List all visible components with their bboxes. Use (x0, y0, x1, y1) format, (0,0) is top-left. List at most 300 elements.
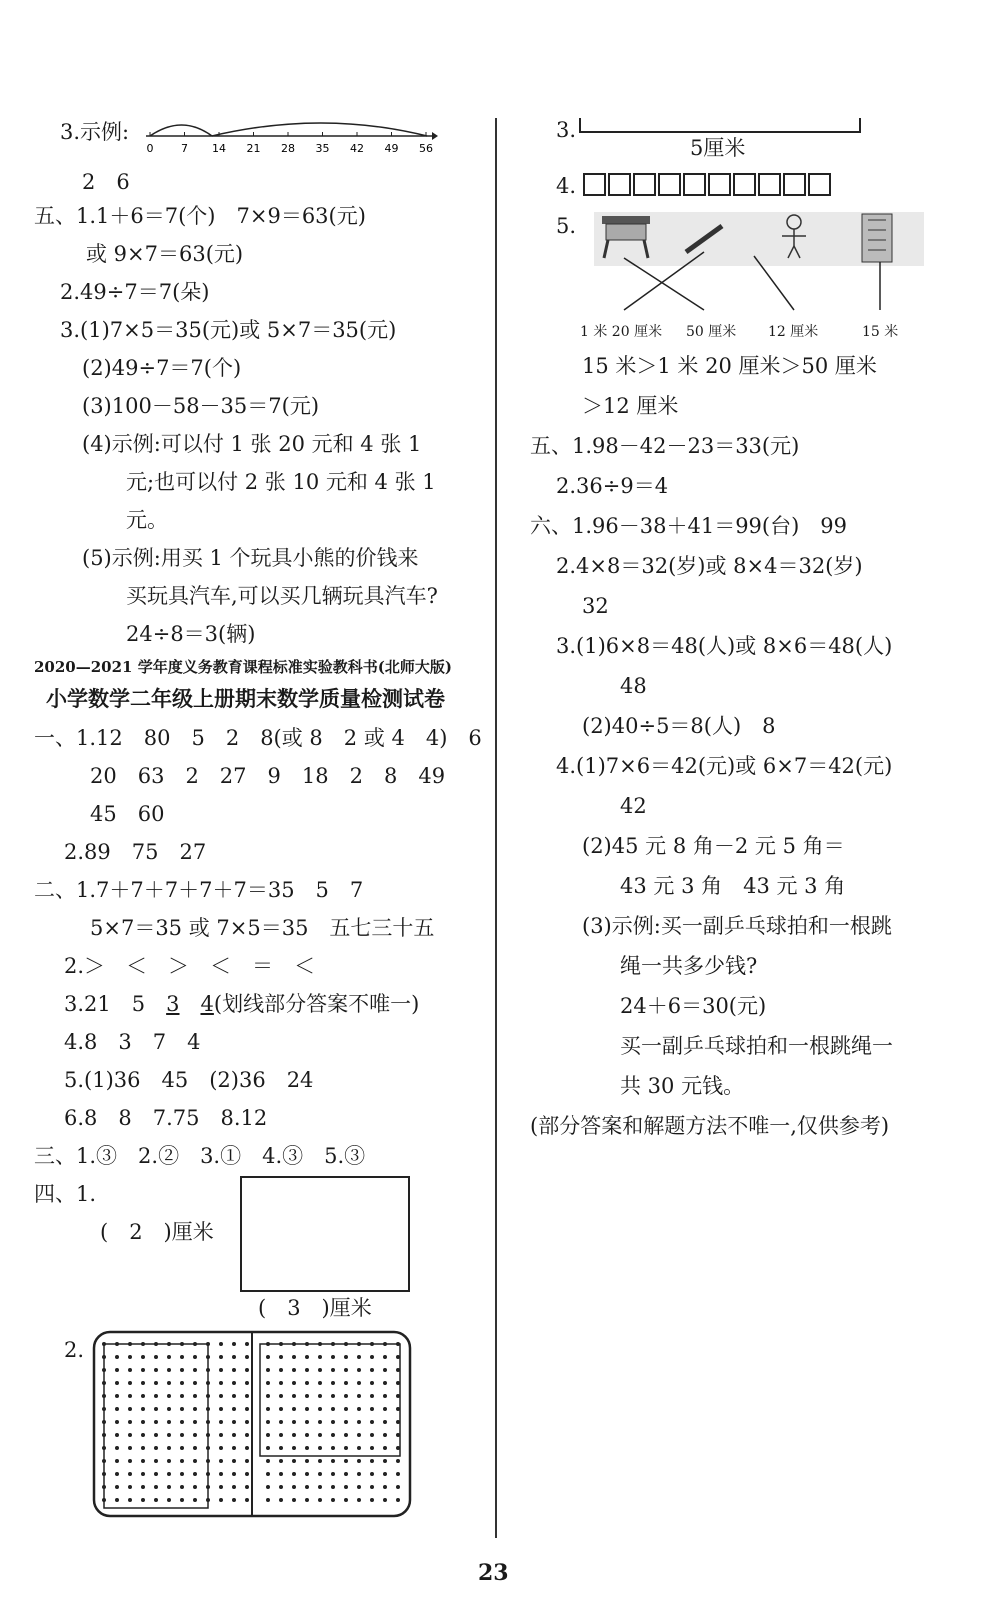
grid-dot (154, 1355, 158, 1359)
grid-dot (141, 1407, 145, 1411)
grid-dot (193, 1420, 197, 1424)
grid-dot (128, 1407, 132, 1411)
grid-dot (167, 1368, 171, 1372)
grid-dot (154, 1472, 158, 1476)
text-line: 24÷8＝3(辆) (126, 622, 256, 646)
grid-dot (167, 1485, 171, 1489)
grid-dot (154, 1498, 158, 1502)
number-line-label: 42 (350, 142, 364, 155)
grid-dot (383, 1420, 387, 1424)
text-line: (2)45 元 8 角－2 元 5 角＝ (582, 834, 845, 858)
grid-dot (128, 1446, 132, 1450)
grid-dot (180, 1498, 184, 1502)
grid-dot (331, 1498, 335, 1502)
text-span: 3.21 5 (64, 992, 167, 1016)
text-line: 二、1.7＋7＋7＋7＋7＝35 5 7 (34, 878, 364, 902)
text-line: 15 米＞1 米 20 厘米＞50 厘米 (582, 354, 877, 378)
square-box (583, 173, 606, 196)
grid-dot (383, 1368, 387, 1372)
grid-dot (318, 1498, 322, 1502)
grid-dot (245, 1368, 249, 1372)
match-label: 1 米 20 厘米 (580, 324, 663, 340)
text-line: 48 (620, 674, 647, 698)
grid-dot (232, 1485, 236, 1489)
grid-dot (318, 1420, 322, 1424)
grid-dot (128, 1381, 132, 1385)
text-line: 20 63 2 27 9 18 2 8 49 (90, 764, 446, 788)
grid-dot (305, 1394, 309, 1398)
grid-dot (318, 1355, 322, 1359)
grid-dot (232, 1368, 236, 1372)
grid-dot (344, 1446, 348, 1450)
text-line: 6.8 8 7.75 8.12 (64, 1106, 268, 1130)
text-line: 五、1.1＋6＝7(个) 7×9＝63(元) (34, 204, 366, 228)
text-line: (4)示例:可以付 1 张 20 元和 4 张 1 (82, 432, 422, 456)
grid-dot (128, 1498, 132, 1502)
grid-dot (383, 1472, 387, 1476)
grid-dot (266, 1394, 270, 1398)
grid-dot (232, 1459, 236, 1463)
grid-dot (193, 1472, 197, 1476)
number-line-label: 35 (315, 142, 330, 155)
grid-dot (370, 1433, 374, 1437)
grid-dot (219, 1498, 223, 1502)
grid-dot (141, 1446, 145, 1450)
grid-dot (245, 1420, 249, 1424)
grid-dot (305, 1368, 309, 1372)
text-line: (2)49÷7＝7(个) (82, 356, 242, 380)
text-line: 43 元 3 角 43 元 3 角 (620, 874, 846, 898)
grid-dot (357, 1472, 361, 1476)
line-segment-figure (578, 116, 868, 136)
grid-dot (141, 1472, 145, 1476)
grid-dot (318, 1459, 322, 1463)
grid-dot (305, 1407, 309, 1411)
text-span: (划线部分答案不唯一) (213, 992, 420, 1016)
grid-dot (279, 1498, 283, 1502)
grid-dot (266, 1355, 270, 1359)
square-row (583, 174, 833, 198)
text-line (556, 172, 833, 200)
grid-dot (344, 1485, 348, 1489)
grid-dot (357, 1446, 361, 1450)
grid-dot (167, 1446, 171, 1450)
grid-dot (167, 1355, 171, 1359)
grid-dot (141, 1459, 145, 1463)
grid-dot (115, 1433, 119, 1437)
grid-dot (266, 1407, 270, 1411)
match-label: 50 厘米 (686, 324, 737, 340)
grid-dot (305, 1459, 309, 1463)
text-line: 45 60 (90, 802, 165, 826)
text-line: 2.＞ ＜ ＞ ＜ ＝ ＜ (64, 954, 316, 978)
text-line: 5×7＝35 或 7×5＝35 五七三十五 (90, 916, 435, 940)
grid-dot (331, 1420, 335, 1424)
grid-dot (219, 1394, 223, 1398)
grid-dot (344, 1433, 348, 1437)
grid-dot (128, 1472, 132, 1476)
grid-dot (219, 1355, 223, 1359)
grid-dot (245, 1433, 249, 1437)
grid-dot (266, 1420, 270, 1424)
grid-dot (305, 1355, 309, 1359)
grid-dot (154, 1485, 158, 1489)
grid-dot (219, 1485, 223, 1489)
grid-dot (115, 1459, 119, 1463)
grid-dot (357, 1420, 361, 1424)
grid-dot (318, 1407, 322, 1411)
grid-dot (193, 1381, 197, 1385)
grid-dot (115, 1355, 119, 1359)
grid-dot (232, 1342, 236, 1346)
text-span: 4. (556, 174, 577, 198)
number-line-label: 0 (146, 142, 154, 155)
grid-dot (141, 1355, 145, 1359)
text-line: 或 9×7＝63(元) (86, 242, 244, 266)
grid-dot (245, 1498, 249, 1502)
grid-dot (115, 1472, 119, 1476)
column-divider (495, 118, 497, 1538)
grid-dot (245, 1472, 249, 1476)
grid-dot (344, 1407, 348, 1411)
grid-dot (370, 1381, 374, 1385)
grid-dot (180, 1394, 184, 1398)
grid-dot (266, 1381, 270, 1385)
number-line-label: 56 (419, 142, 433, 155)
text-line: 2. (64, 1338, 85, 1362)
grid-dot (279, 1472, 283, 1476)
grid-dot (396, 1485, 400, 1489)
dot-grid-figure (92, 1330, 412, 1518)
number-line-label: 14 (212, 142, 226, 155)
grid-dot (279, 1368, 283, 1372)
grid-dot (370, 1394, 374, 1398)
grid-dot (305, 1446, 309, 1450)
grid-dot (370, 1407, 374, 1411)
grid-dot (180, 1472, 184, 1476)
text-line: 买一副乒乓球拍和一根跳绳一 (620, 1034, 893, 1058)
grid-dot (232, 1394, 236, 1398)
square-box (758, 173, 781, 196)
text-line: 24＋6＝30(元) (620, 994, 767, 1018)
grid-dot (219, 1368, 223, 1372)
grid-dot (279, 1433, 283, 1437)
text-line: 4.(1)7×6＝42(元)或 6×7＝42(元) (556, 754, 893, 778)
number-line-label: 28 (281, 142, 295, 155)
grid-dot (331, 1459, 335, 1463)
grid-dot (357, 1433, 361, 1437)
grid-dot (344, 1381, 348, 1385)
grid-dot (370, 1472, 374, 1476)
grid-dot (245, 1355, 249, 1359)
text-line: (3)示例:买一副乒乓球拍和一根跳 (582, 914, 892, 938)
grid-dot (370, 1446, 374, 1450)
grid-dot (305, 1485, 309, 1489)
text-line: 2 6 (82, 170, 130, 194)
grid-dot (115, 1394, 119, 1398)
text-line: 3. (556, 118, 577, 142)
grid-dot (292, 1394, 296, 1398)
text-line: 2.36÷9＝4 (556, 474, 669, 498)
grid-dot (180, 1433, 184, 1437)
grid-dot (232, 1433, 236, 1437)
grid-dot (357, 1355, 361, 1359)
grid-dot (266, 1433, 270, 1437)
grid-dot (141, 1394, 145, 1398)
grid-dot (167, 1472, 171, 1476)
exam-header: 2020—2021 学年度义务教育课程标准实验教科书(北师大版) (34, 658, 452, 676)
grid-dot (331, 1407, 335, 1411)
grid-dot (180, 1381, 184, 1385)
grid-dot (279, 1355, 283, 1359)
grid-dot (357, 1459, 361, 1463)
grid-dot (115, 1368, 119, 1372)
grid-dot (245, 1381, 249, 1385)
grid-dot (331, 1472, 335, 1476)
text-line: 5.(1)36 45 (2)36 24 (64, 1068, 314, 1092)
grid-dot (344, 1368, 348, 1372)
exam-title: 小学数学二年级上册期末数学质量检测试卷 (46, 686, 445, 711)
grid-dot (154, 1420, 158, 1424)
text-line: (5)示例:用买 1 个玩具小熊的价钱来 (82, 546, 419, 570)
grid-dot (318, 1368, 322, 1372)
grid-dot (180, 1485, 184, 1489)
grid-dot (180, 1459, 184, 1463)
grid-dot (292, 1459, 296, 1463)
grid-dot (167, 1394, 171, 1398)
grid-dot (383, 1407, 387, 1411)
grid-dot (357, 1407, 361, 1411)
number-line (142, 114, 442, 156)
rectangle-figure (240, 1176, 410, 1292)
text-line: 3.(1)6×8＝48(人)或 8×6＝48(人) (556, 634, 893, 658)
grid-dot (167, 1407, 171, 1411)
grid-dot (331, 1381, 335, 1385)
grid-dot (383, 1394, 387, 1398)
grid-dot (193, 1433, 197, 1437)
grid-dot (331, 1368, 335, 1372)
grid-dot (318, 1433, 322, 1437)
grid-dot (279, 1394, 283, 1398)
grid-dot (279, 1459, 283, 1463)
grid-dot (292, 1407, 296, 1411)
grid-dot (219, 1342, 223, 1346)
grid-dot (370, 1420, 374, 1424)
grid-dot (141, 1381, 145, 1385)
grid-dot (219, 1407, 223, 1411)
grid-dot (154, 1368, 158, 1372)
grid-dot (245, 1407, 249, 1411)
grid-dot (305, 1433, 309, 1437)
grid-dot (292, 1355, 296, 1359)
number-line-label: 49 (384, 142, 399, 155)
text-line: 一、1.12 80 5 2 8(或 8 2 或 4 4) 6 (34, 726, 482, 750)
grid-dot (128, 1485, 132, 1489)
match-label: 12 厘米 (768, 324, 819, 340)
grid-dot (219, 1446, 223, 1450)
text-line: ( 3 )厘米 (258, 1296, 372, 1320)
grid-dot (141, 1433, 145, 1437)
grid-dot (219, 1472, 223, 1476)
grid-dot (193, 1355, 197, 1359)
grid-dot (305, 1472, 309, 1476)
grid-dot (357, 1381, 361, 1385)
grid-dot (167, 1433, 171, 1437)
grid-dot (193, 1394, 197, 1398)
grid-dot (180, 1407, 184, 1411)
square-box (783, 173, 806, 196)
grid-dot (266, 1472, 270, 1476)
grid-dot (383, 1355, 387, 1359)
grid-dot (154, 1407, 158, 1411)
grid-dot (331, 1394, 335, 1398)
grid-dot (193, 1446, 197, 1450)
text-line: 买玩具汽车,可以买几辆玩具汽车? (126, 584, 438, 608)
square-box (633, 173, 656, 196)
grid-dot (245, 1446, 249, 1450)
grid-dot (141, 1368, 145, 1372)
text-line: 元。 (126, 508, 168, 532)
grid-dot (180, 1420, 184, 1424)
grid-dot (331, 1355, 335, 1359)
grid-dot (292, 1498, 296, 1502)
text-line: 3.示例: (60, 120, 130, 144)
grid-dot (383, 1498, 387, 1502)
grid-dot (292, 1472, 296, 1476)
grid-dot (115, 1498, 119, 1502)
grid-dot (219, 1381, 223, 1385)
grid-dot (305, 1498, 309, 1502)
grid-dot (266, 1446, 270, 1450)
grid-dot (245, 1459, 249, 1463)
grid-dot (232, 1498, 236, 1502)
text-line: 42 (620, 794, 647, 818)
grid-dot (370, 1498, 374, 1502)
grid-dot (193, 1368, 197, 1372)
grid-dot (141, 1498, 145, 1502)
grid-dot (180, 1368, 184, 1372)
text-line: 5厘米 (690, 136, 746, 160)
grid-dot (396, 1498, 400, 1502)
underlined-answer: 4 (200, 992, 214, 1016)
grid-dot (331, 1446, 335, 1450)
grid-dot (357, 1394, 361, 1398)
grid-dot (245, 1394, 249, 1398)
grid-dot (266, 1485, 270, 1489)
grid-dot (167, 1498, 171, 1502)
grid-dot (154, 1394, 158, 1398)
square-box (808, 173, 831, 196)
grid-dot (167, 1459, 171, 1463)
grid-dot (292, 1381, 296, 1385)
grid-dot (383, 1485, 387, 1489)
grid-dot (167, 1420, 171, 1424)
grid-dot (141, 1485, 145, 1489)
text-line: 2.49÷7＝7(朵) (60, 280, 210, 304)
grid-dot (245, 1485, 249, 1489)
grid-dot (193, 1485, 197, 1489)
grid-dot (266, 1368, 270, 1372)
text-line: 4.8 3 7 4 (64, 1030, 201, 1054)
grid-dot (232, 1355, 236, 1359)
grid-dot (266, 1498, 270, 1502)
grid-dot (128, 1394, 132, 1398)
square-box (733, 173, 756, 196)
grid-dot (219, 1420, 223, 1424)
grid-dot (318, 1485, 322, 1489)
square-box (608, 173, 631, 196)
grid-dot (128, 1433, 132, 1437)
grid-dot (305, 1381, 309, 1385)
grid-dot (154, 1433, 158, 1437)
grid-dot (154, 1459, 158, 1463)
grid-dot (357, 1485, 361, 1489)
number-line-label: 21 (246, 142, 261, 155)
grid-dot (292, 1485, 296, 1489)
grid-dot (128, 1368, 132, 1372)
grid-dot (318, 1446, 322, 1450)
grid-dot (357, 1498, 361, 1502)
grid-dot (232, 1472, 236, 1476)
grid-dot (128, 1355, 132, 1359)
text-line: 元;也可以付 2 张 10 元和 4 张 1 (126, 470, 436, 494)
text-line: 3.(1)7×5＝35(元)或 5×7＝35(元) (60, 318, 397, 342)
grid-dot (232, 1446, 236, 1450)
grid-dot (344, 1394, 348, 1398)
text-line: (2)40÷5＝8(人) 8 (582, 714, 776, 738)
text-line: 六、1.96－38＋41＝99(台) 99 (530, 514, 848, 538)
grid-dot (344, 1472, 348, 1476)
grid-dot (128, 1459, 132, 1463)
text-line: (3)100－58－35＝7(元) (82, 394, 320, 418)
text-line: 5. (556, 214, 577, 238)
grid-dot (115, 1407, 119, 1411)
grid-dot (193, 1498, 197, 1502)
text-line: 绳一共多少钱? (620, 954, 758, 978)
grid-dot (115, 1381, 119, 1385)
underlined-answer: 3 (166, 992, 180, 1016)
grid-dot (383, 1381, 387, 1385)
text-line: 共 30 元钱。 (620, 1074, 745, 1098)
grid-dot (318, 1394, 322, 1398)
grid-dot (396, 1459, 400, 1463)
grid-dot (344, 1355, 348, 1359)
grid-dot (279, 1381, 283, 1385)
grid-dot (180, 1355, 184, 1359)
grid-dot (383, 1459, 387, 1463)
grid-dot (383, 1433, 387, 1437)
grid-dot (318, 1381, 322, 1385)
grid-dot (154, 1381, 158, 1385)
text-line: ( 2 )厘米 (100, 1220, 214, 1244)
text-line: 32 (582, 594, 609, 618)
grid-dot (370, 1355, 374, 1359)
grid-dot (279, 1446, 283, 1450)
grid-dot (370, 1459, 374, 1463)
grid-dot (115, 1420, 119, 1424)
grid-dot (167, 1381, 171, 1385)
grid-dot (154, 1446, 158, 1450)
grid-dot (219, 1459, 223, 1463)
text-line: ＞12 厘米 (582, 394, 679, 418)
text-line: 2.4×8＝32(岁)或 8×4＝32(岁) (556, 554, 863, 578)
grid-dot (318, 1472, 322, 1476)
grid-dot (141, 1420, 145, 1424)
grid-dot (305, 1420, 309, 1424)
grid-dot (266, 1459, 270, 1463)
grid-dot (245, 1342, 249, 1346)
square-box (708, 173, 731, 196)
